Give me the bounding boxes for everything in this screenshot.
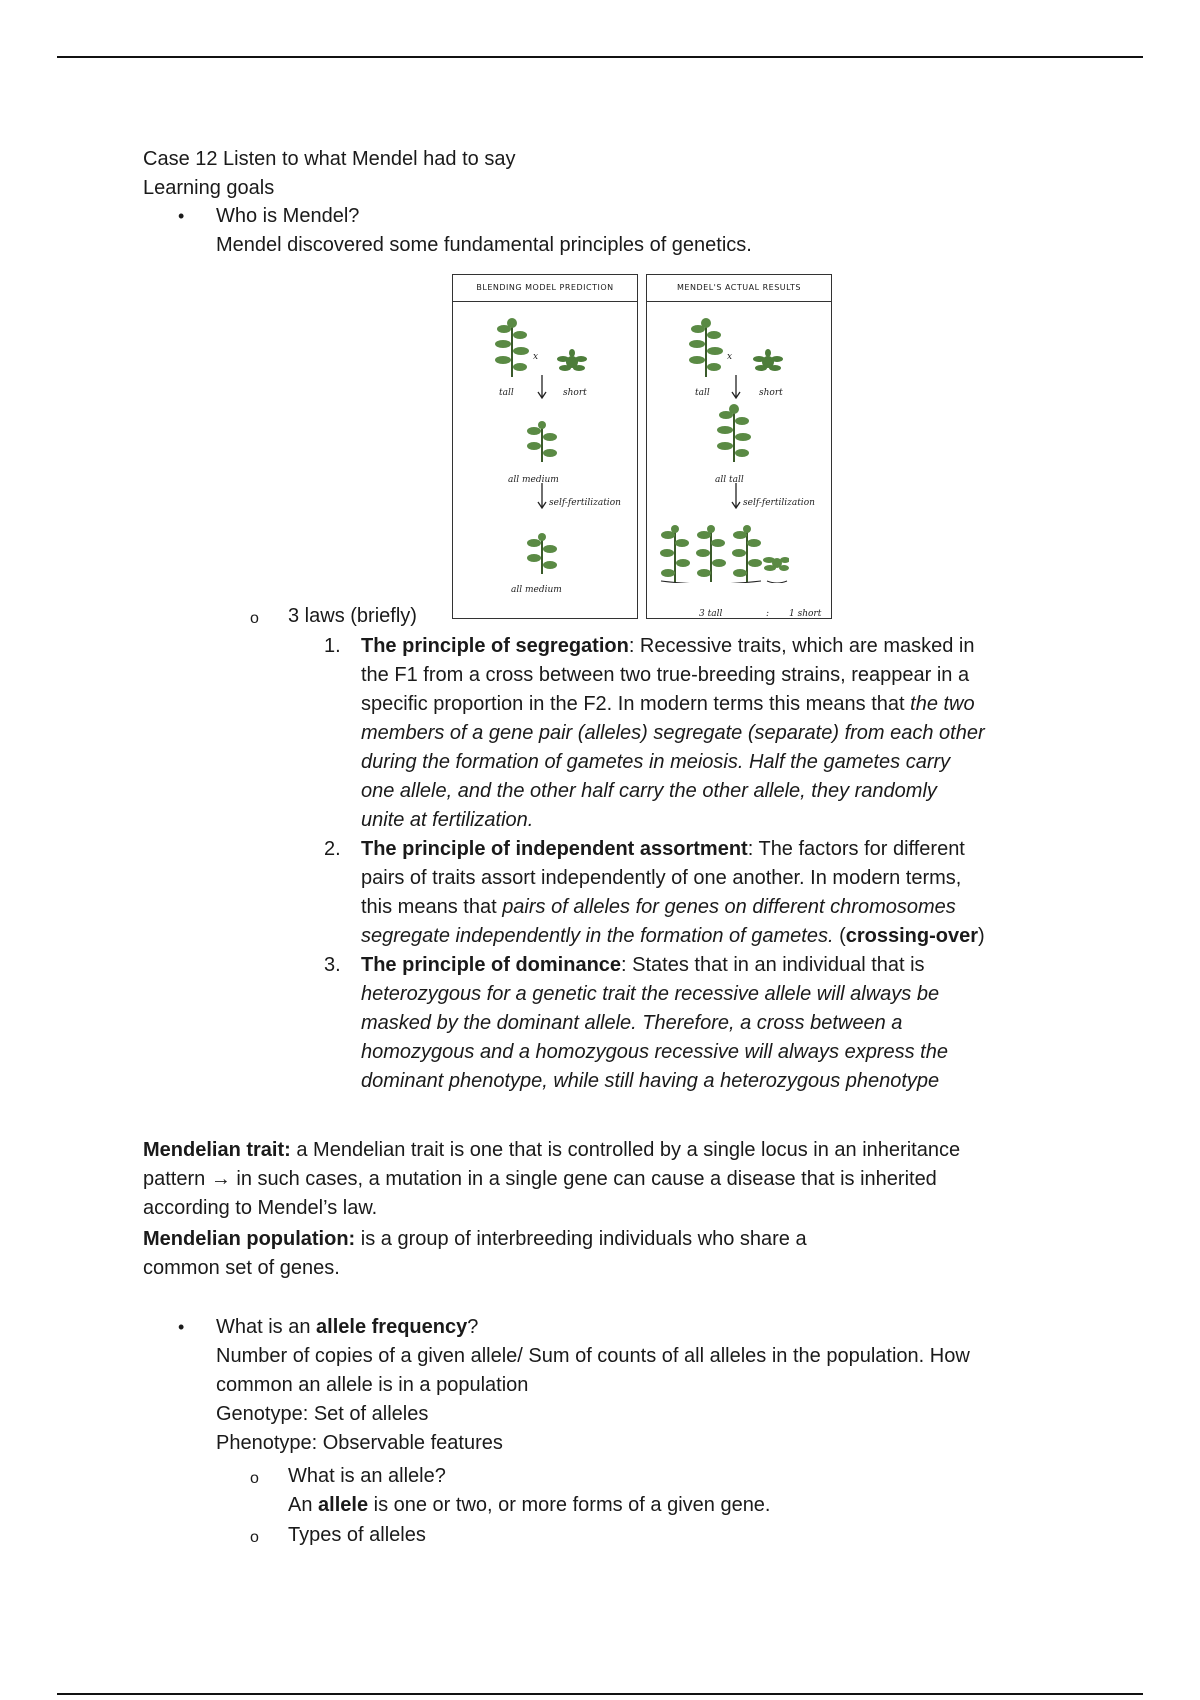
mendel-results-header: MENDEL'S ACTUAL RESULTS	[647, 275, 831, 302]
mendel-cross-figure	[452, 274, 835, 619]
law-text-line: the F1 from a cross between two true-breeding strains, reappear in a	[361, 664, 970, 686]
laws-heading: 3 laws (briefly)	[288, 605, 417, 627]
who-is-mendel-question: Who is Mendel?	[216, 205, 360, 227]
footer-rule	[57, 1693, 1143, 1695]
law-number: 3.	[324, 954, 341, 976]
short-plant-icon	[557, 349, 587, 375]
law-name: The principle of independent assortment	[361, 838, 748, 860]
bullet-marker: •	[178, 206, 185, 226]
ratio-separator: :	[766, 609, 770, 619]
law-text-italic: unite at fertilization.	[361, 809, 534, 831]
definition-text: pattern → in such cases, a mutation in a single gene can cause a disease that is inherited	[143, 1168, 937, 1190]
mendelian-population-definition	[143, 1225, 1103, 1283]
definition-text: according to Mendel’s law.	[143, 1197, 378, 1219]
answer-text: Number of copies of a given allele/ Sum of counts of all alleles in the population. How	[216, 1345, 970, 1367]
tall-plant-icon	[685, 317, 727, 379]
law-text-italic: dominant phenotype, while still having a heterozygous phenotype	[361, 1070, 940, 1092]
law-text-italic: pairs of alleles for genes on different chromosomes	[502, 896, 956, 918]
genotype-text: Genotype: Set of alleles	[216, 1403, 429, 1425]
law-text-line: )	[978, 925, 985, 947]
all-tall-label: all tall	[715, 475, 744, 485]
tall-plant-icon	[713, 403, 755, 463]
law-text-italic: one allele, and the other half carry the other allele, they randomly	[361, 780, 937, 802]
definition-text: is a group of interbreeding individuals who share a	[355, 1228, 807, 1250]
law-number: 1.	[324, 635, 341, 657]
question-text: What is an allele?	[288, 1465, 446, 1487]
down-arrow-icon	[731, 375, 741, 399]
allele-frequency-section	[216, 1313, 1116, 1458]
law-text-line: : The factors for different	[747, 838, 965, 860]
self-fertilization-label: self-fertilization	[549, 498, 621, 508]
learning-goals-heading: Learning goals	[143, 177, 275, 199]
question-text: ?	[467, 1316, 479, 1338]
law-number: 2.	[324, 838, 341, 860]
law-text-line: pairs of traits assort independently of one another. In modern terms,	[361, 867, 962, 889]
allele-frequency-term: allele frequency	[316, 1316, 468, 1338]
law-text-italic: the two	[910, 693, 975, 715]
question-text: What is an	[216, 1316, 317, 1338]
one-short-label: 1 short	[789, 609, 822, 619]
header-rule	[57, 56, 1143, 58]
definition-term: Mendelian trait:	[143, 1139, 291, 1161]
medium-plant-icon	[523, 531, 561, 575]
law-text-italic: homozygous and a homozygous recessive will always express the	[361, 1041, 948, 1063]
blending-model-panel	[452, 274, 638, 619]
page-title: Case 12 Listen to what Mendel had to say	[143, 148, 516, 170]
law-text-line: (	[833, 925, 846, 947]
definition-text: a Mendelian trait is one that is controlled by a single locus in an inheritance	[290, 1139, 961, 1161]
who-is-mendel-answer: Mendel discovered some fundamental principles of genetics.	[216, 234, 752, 256]
blending-model-header: BLENDING MODEL PREDICTION	[453, 275, 637, 302]
definition-term: Mendelian population:	[143, 1228, 356, 1250]
tall-label: tall	[695, 388, 710, 398]
answer-text: An	[288, 1494, 319, 1516]
hollow-bullet-marker: o	[250, 1529, 259, 1546]
law-text-line: specific proportion in the F2. In modern terms this means that	[361, 693, 911, 715]
definition-text: common set of genes.	[143, 1257, 340, 1279]
hollow-bullet-marker: o	[250, 1470, 259, 1487]
three-tall-label: 3 tall	[699, 609, 723, 619]
all-medium-label: all medium	[508, 475, 559, 485]
all-medium-label: all medium	[511, 585, 562, 595]
medium-plant-icon	[523, 419, 561, 463]
law-text-italic: segregate independently in the formation of gametes.	[361, 925, 834, 947]
law-text-italic: heterozygous for a genetic trait the recessive allele will always be	[361, 983, 940, 1005]
law-segregation	[361, 632, 1061, 835]
allele-term: allele	[318, 1494, 369, 1516]
mendelian-trait-definition	[143, 1136, 1103, 1223]
offspring-plants-icon	[659, 523, 789, 583]
down-arrow-icon	[537, 375, 547, 399]
law-name: The principle of segregation	[361, 635, 629, 657]
down-arrow-icon	[731, 483, 741, 509]
law-text-line: : Recessive traits, which are masked in	[628, 635, 975, 657]
phenotype-text: Phenotype: Observable features	[216, 1432, 503, 1454]
short-label: short	[759, 388, 783, 398]
answer-text: is one or two, or more forms of a given gene.	[368, 1494, 771, 1516]
law-text-line: this means that	[361, 896, 503, 918]
down-arrow-icon	[537, 483, 547, 509]
types-of-alleles: Types of alleles	[288, 1524, 426, 1546]
law-name: The principle of dominance	[361, 954, 622, 976]
cross-symbol: x	[727, 352, 733, 362]
short-label: short	[563, 388, 587, 398]
crossing-over-term: crossing-over	[845, 925, 979, 947]
law-text-italic: masked by the dominant allele. Therefore, a cross between a	[361, 1012, 903, 1034]
hollow-bullet-marker: o	[250, 610, 259, 627]
law-dominance	[361, 951, 1061, 1096]
self-fertilization-label: self-fertilization	[743, 498, 815, 508]
cross-symbol: x	[533, 352, 539, 362]
law-independent-assortment	[361, 835, 1061, 951]
mendel-results-panel	[646, 274, 832, 619]
law-text-italic: during the formation of gametes in meiosis. Half the gametes carry	[361, 751, 951, 773]
answer-text: common an allele is in a population	[216, 1374, 529, 1396]
what-is-allele-section	[288, 1462, 1088, 1520]
law-text-italic: members of a gene pair (alleles) segregate (separate) from each other	[361, 722, 985, 744]
bullet-marker: •	[178, 1317, 185, 1337]
law-text-line: : States that in an individual that is	[621, 954, 925, 976]
tall-label: tall	[499, 388, 514, 398]
tall-plant-icon	[491, 317, 533, 379]
short-plant-icon	[753, 349, 783, 375]
